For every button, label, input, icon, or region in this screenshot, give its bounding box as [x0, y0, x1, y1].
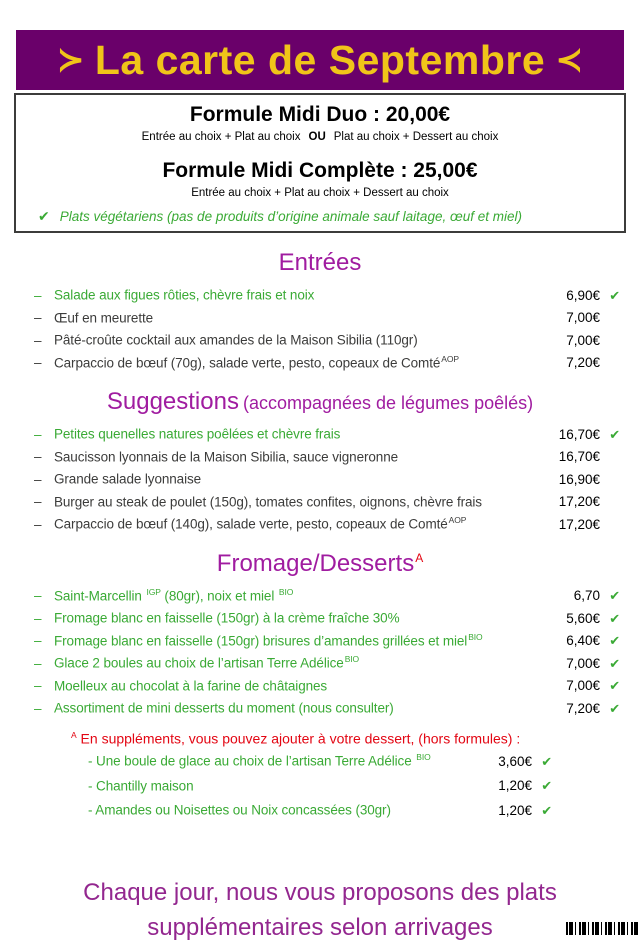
dash-icon: –	[34, 449, 42, 464]
item-name	[54, 350, 548, 373]
dash-icon: –	[34, 310, 42, 325]
formule-complete-title: Formule Midi Complète : 25,00€	[162, 159, 478, 182]
veg-check-icon: ✔	[541, 778, 552, 794]
item-name	[54, 673, 548, 696]
suggestions-list	[34, 421, 620, 534]
supplement-item	[70, 772, 552, 797]
section-heading-suggestions	[0, 388, 640, 416]
menu-item	[34, 605, 620, 628]
item-price: 1,20€	[498, 778, 532, 794]
item-text: Saucisson lyonnais de la Maison Sibilia, sauce vigneronne	[54, 449, 399, 464]
item-name	[54, 305, 548, 328]
menu-item	[34, 466, 620, 489]
veg-check-icon: ✔	[541, 802, 552, 818]
fork-ornament-right-icon: ≺	[555, 41, 584, 79]
vegetarian-note	[26, 208, 614, 225]
item-text: Carpaccio de bœuf (140g), salade verte, pesto, copeaux de Comté	[54, 516, 448, 532]
item-price: 16,90€	[558, 471, 600, 487]
menu-item	[34, 628, 620, 651]
item-price: 16,70€	[558, 449, 600, 464]
menu-item	[34, 673, 620, 696]
item-sup: IGP	[146, 586, 161, 597]
item-price: 7,20€	[566, 700, 600, 716]
item-name	[54, 695, 548, 718]
item-text: Salade aux figues rôties, chèvre frais et noix	[54, 287, 315, 303]
item-sup: AOP	[448, 515, 467, 525]
barcode	[566, 922, 640, 935]
menu-item	[34, 282, 620, 305]
banner	[16, 30, 624, 90]
veg-check-icon: ✔	[609, 655, 620, 671]
item-text: Fromage blanc en faisselle (150gr) brisures d’amandes grillées et miel	[54, 633, 468, 648]
item-name	[54, 628, 548, 651]
note-sup: A	[71, 729, 77, 740]
section-sup: A	[415, 550, 424, 565]
item-price: 7,00€	[566, 310, 600, 325]
formule-duo-desc-left: Entrée au choix + Plat au choix	[141, 131, 301, 143]
formule-duo-title: Formule Midi Duo : 20,00€	[189, 103, 451, 126]
veg-check-icon: ✔	[609, 426, 620, 442]
formule-duo-desc-or: OU	[308, 131, 326, 143]
dash-icon: –	[34, 494, 42, 509]
desserts-list	[34, 583, 620, 718]
supplement-item	[70, 796, 552, 821]
dash-icon: –	[34, 610, 42, 626]
veg-check-icon: ✔	[609, 588, 620, 603]
dash-icon: –	[34, 655, 42, 671]
item-text: Moelleux au chocolat à la farine de châtaignes	[54, 678, 328, 693]
dash-icon: –	[34, 678, 42, 693]
formule-complete-desc: Entrée au choix + Plat au choix + Dessert au choix	[191, 187, 449, 199]
item-price: 3,60€	[498, 753, 532, 769]
footer-line-1: Chaque jour, nous vous proposons des plats	[83, 878, 557, 906]
item-text: Glace 2 boules au choix de l’artisan Terre Adélice	[54, 655, 344, 671]
menu-item	[34, 583, 620, 606]
item-price: 6,40€	[566, 633, 600, 648]
entrees-list	[34, 282, 620, 372]
veg-check-icon: ✔	[609, 678, 620, 693]
item-name	[70, 747, 480, 772]
item-name	[54, 282, 548, 305]
formule-duo-desc-right: Plat au choix + Dessert au choix	[333, 131, 499, 143]
item-price: 16,70€	[558, 426, 600, 442]
item-price: 5,60€	[566, 610, 600, 626]
item-name	[54, 489, 548, 512]
item-sup: AOP	[441, 353, 459, 364]
veg-check-icon: ✔	[609, 700, 620, 716]
item-name	[54, 466, 548, 489]
fork-ornament-left-icon: ≻	[56, 41, 85, 79]
item-name	[54, 421, 548, 444]
item-text: Burger au steak de poulet (150g), tomates confites, oignons, chèvre frais	[54, 494, 482, 509]
veg-check-icon: ✔	[541, 753, 552, 769]
item-text: Grande salade lyonnaise	[54, 471, 202, 487]
item-text: Carpaccio de bœuf (70g), salade verte, pesto, copeaux de Comté	[54, 355, 441, 370]
item-price: 17,20€	[558, 516, 600, 532]
item-text: Petites quenelles natures poêlées et chèvre frais	[54, 426, 341, 442]
veg-check-icon: ✔	[609, 610, 620, 626]
menu-item	[34, 444, 620, 467]
item-text: Saint-Marcellin	[54, 588, 146, 603]
item-text: - Une boule de glace au choix de l’artisan Terre Adélice	[88, 753, 416, 769]
item-text: Pâté-croûte cocktail aux amandes de la Maison Sibilia (110gr)	[54, 332, 418, 348]
section-heading-entrees	[0, 249, 640, 277]
item-price: 6,70	[573, 588, 600, 603]
menu-item	[34, 650, 620, 673]
formule-duo-desc	[26, 131, 614, 143]
menu-item	[34, 511, 620, 534]
formules-box	[14, 93, 626, 233]
footer-line-2: supplémentaires selon arrivages	[147, 913, 493, 941]
section-title: Fromage/Desserts	[216, 549, 415, 577]
section-subtitle: (accompagnées de légumes poêlés)	[242, 393, 534, 413]
item-name	[54, 605, 548, 628]
veg-check-icon: ✔	[609, 633, 620, 648]
dash-icon: –	[34, 633, 42, 648]
supplements-note	[70, 726, 552, 748]
item-sup: BIO	[344, 654, 360, 664]
section-title: Suggestions	[106, 388, 239, 415]
item-name	[54, 327, 548, 350]
vegetarian-note-text: Plats végétariens (pas de produits d’origine animale sauf laitage, œuf et miel)	[59, 209, 522, 224]
dash-icon: –	[34, 355, 42, 370]
item-sup: BIO	[416, 752, 431, 763]
menu-item	[34, 350, 620, 373]
item-price: 7,00€	[566, 678, 600, 693]
item-text: Assortiment de mini desserts du moment (nous consulter)	[54, 700, 394, 716]
supplement-item	[70, 747, 552, 772]
veg-check-icon: ✔	[38, 208, 50, 224]
item-price: 7,20€	[566, 355, 600, 370]
item-price: 7,00€	[566, 655, 600, 671]
item-name	[54, 583, 548, 606]
item-sup: BIO	[278, 586, 294, 597]
dash-icon: –	[34, 332, 42, 348]
dash-icon: –	[34, 588, 42, 603]
menu-item	[34, 695, 620, 718]
item-text: - Amandes ou Noisettes ou Noix concassées (30gr)	[88, 802, 391, 818]
item-text: (80gr), noix et miel	[160, 588, 278, 603]
item-text: - Chantilly maison	[88, 778, 194, 794]
dash-icon: –	[34, 287, 42, 303]
dash-icon: –	[34, 516, 42, 532]
item-price: 7,00€	[566, 332, 600, 348]
item-price: 1,20€	[498, 802, 532, 818]
note-text: En suppléments, vous pouvez ajouter à votre dessert, (hors formules) :	[76, 730, 521, 747]
menu-item	[34, 305, 620, 328]
item-name	[70, 772, 480, 797]
item-name	[70, 796, 480, 821]
page-title: La carte de Septembre	[94, 36, 546, 83]
item-name	[54, 511, 548, 534]
item-price: 6,90€	[566, 287, 600, 303]
supplements-block	[70, 726, 552, 821]
menu-item	[34, 421, 620, 444]
footer-message	[0, 875, 640, 945]
menu-item	[34, 327, 620, 350]
item-name	[54, 650, 548, 673]
section-title: Entrées	[278, 249, 362, 276]
menu-page	[0, 30, 640, 941]
section-heading-desserts	[0, 550, 640, 578]
item-price: 17,20€	[558, 494, 600, 509]
dash-icon: –	[34, 700, 42, 716]
item-text: Œuf en meurette	[54, 310, 154, 325]
item-sup: BIO	[468, 631, 483, 642]
item-name	[54, 444, 548, 467]
dash-icon: –	[34, 471, 42, 487]
item-text: Fromage blanc en faisselle (150gr) à la crème fraîche 30%	[54, 610, 400, 626]
menu-item	[34, 489, 620, 512]
dash-icon: –	[34, 426, 42, 442]
veg-check-icon: ✔	[609, 287, 620, 303]
